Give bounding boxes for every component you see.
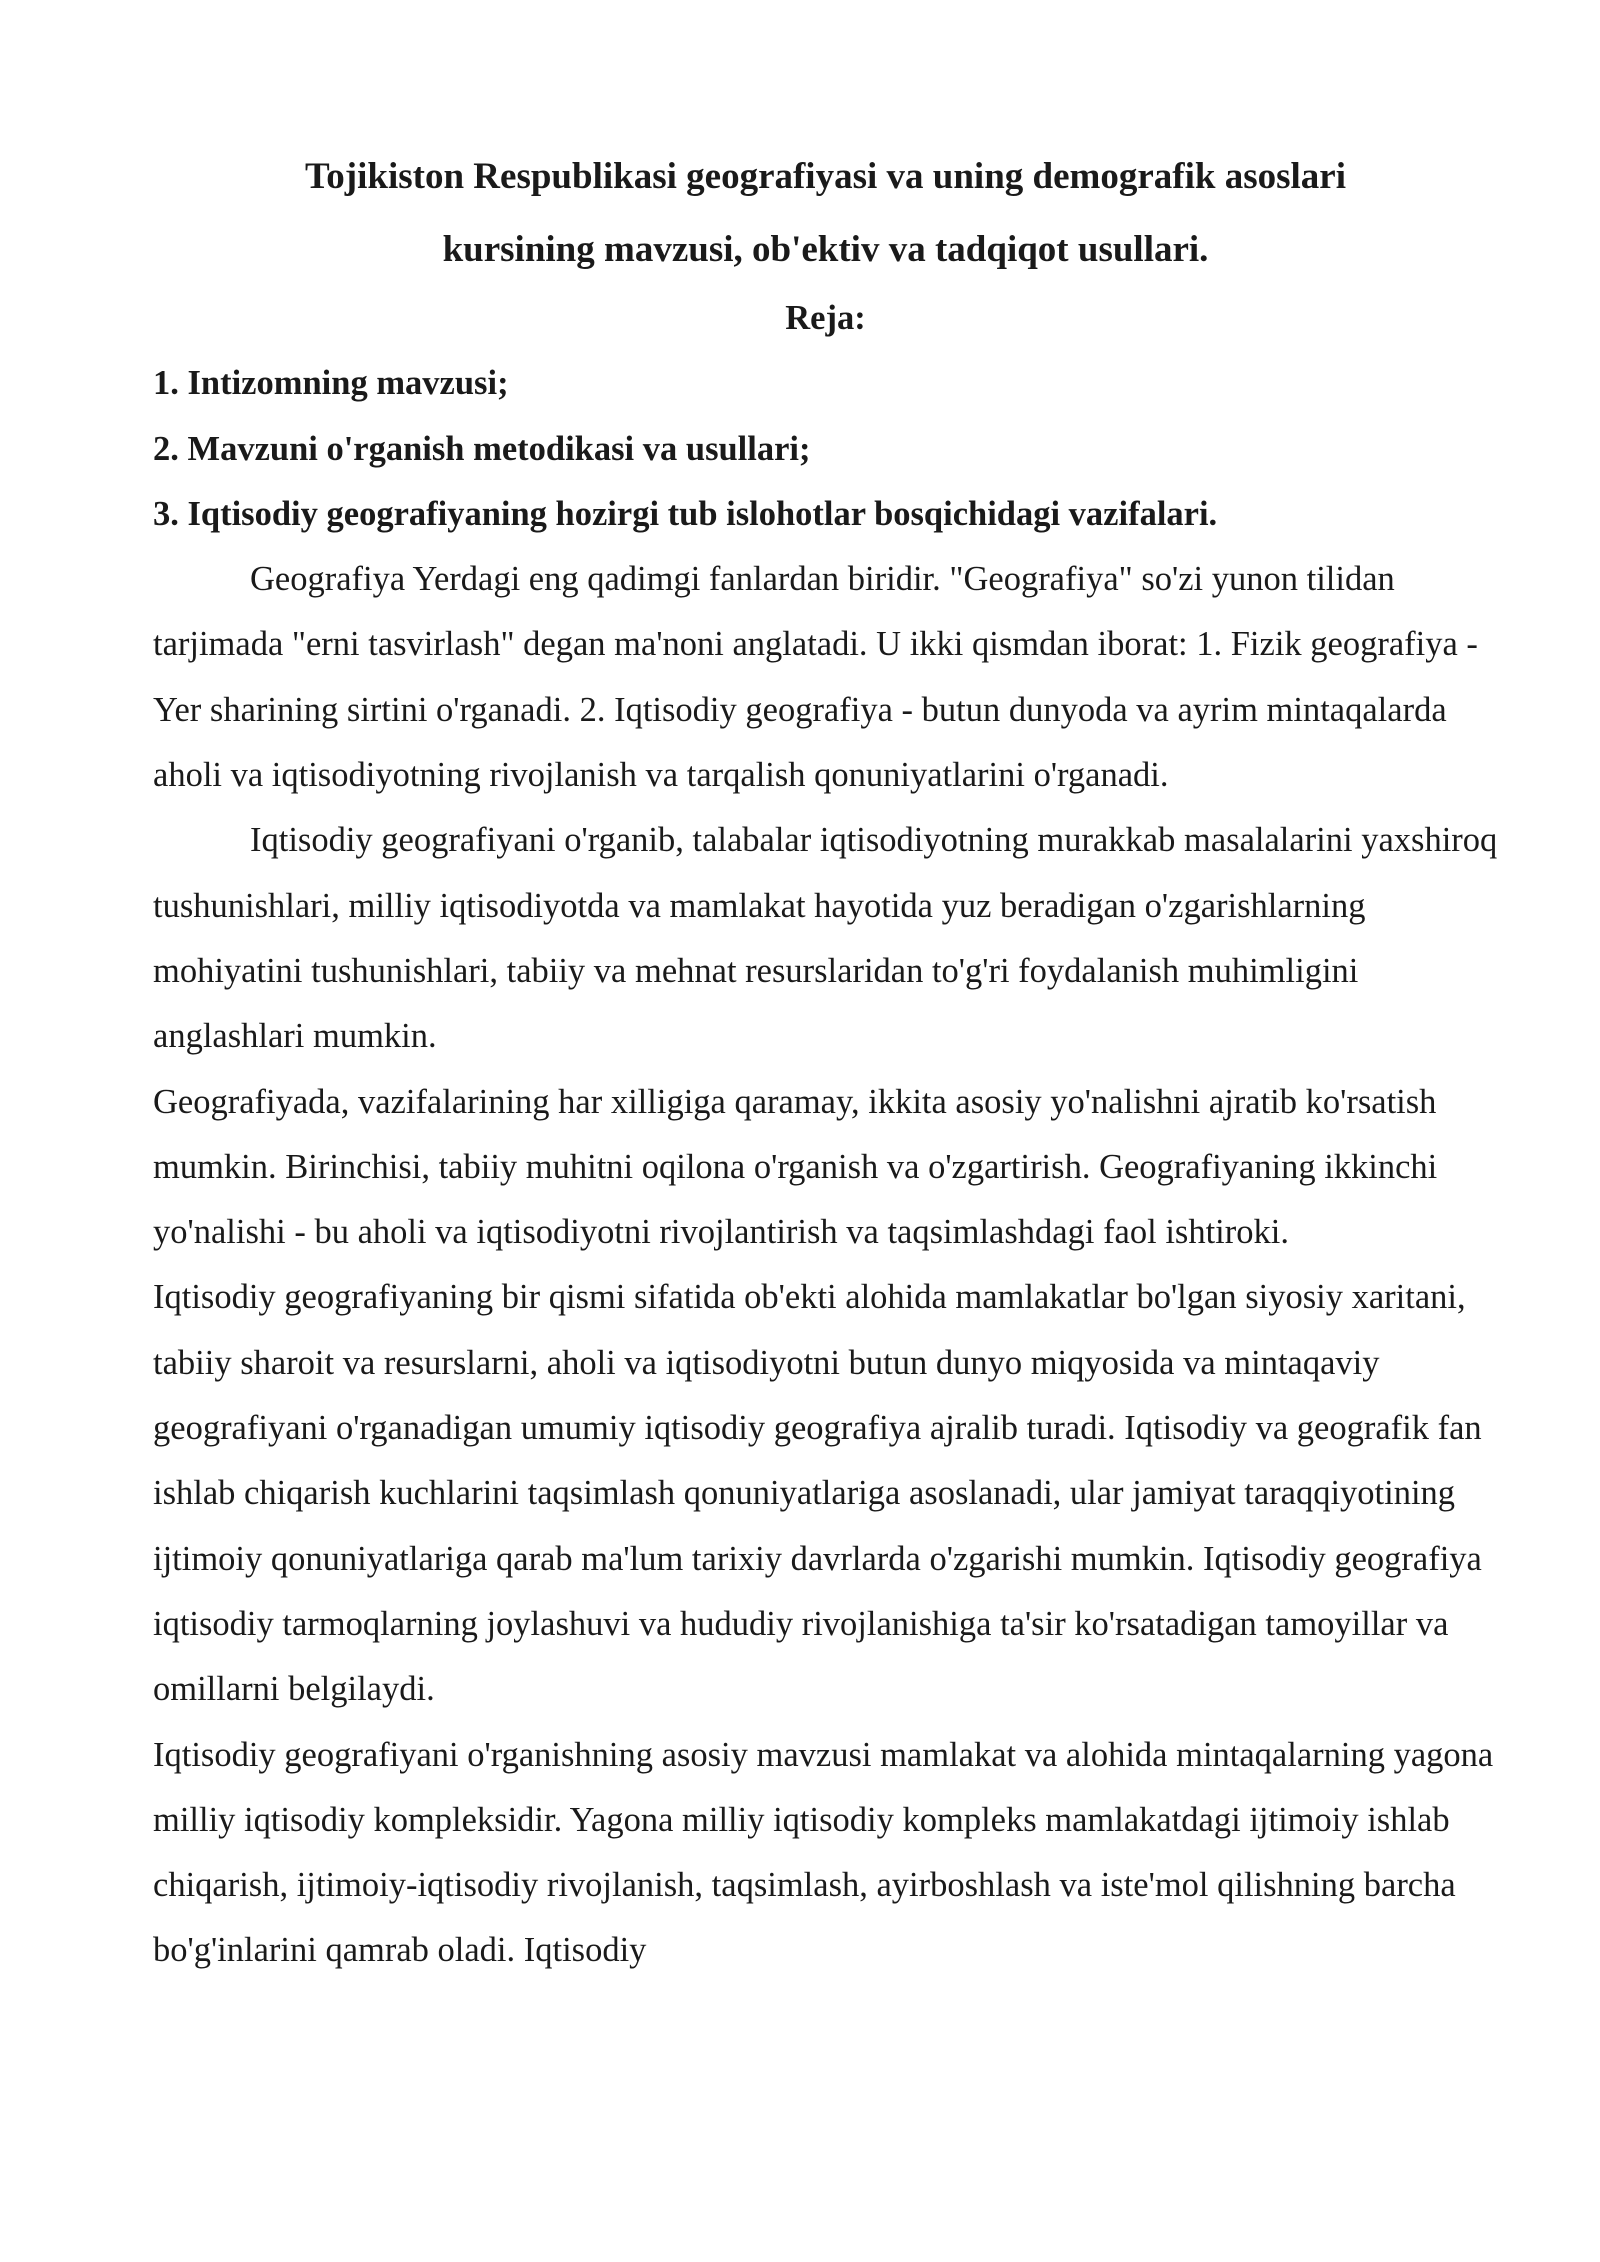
paragraph-3: Geografiyada, vazifalarining har xilligiga qaramay, ikkita asosiy yo'nalishni ajratib ko'rsatish mumkin. Birinchisi, tabiiy muhitni oqilona o'rganish va o'zgartirish. Geografiyaning ikkinchi yo'nalishi - bu aholi va iqtisodiyotni rivojlantirish va taqsimlashdagi faol ishtiroki.: [153, 1082, 1438, 1252]
plan-item-2: 2. Mavzuni o'rganish metodikasi va usullari;: [153, 429, 811, 468]
paragraph-2: Iqtisodiy geografiyani o'rganib, talabalar iqtisodiyotning murakkab masalalarini yaxshiroq tushunishlari, milliy iqtisodiyotda va mamlakat hayotida yuz beradigan o'zgarishlarning mohiyatini tushunishlari, tabiiy va mehnat resurslaridan to'g'ri foydalanish muhimligini anglashlari mumkin.: [153, 821, 1498, 1056]
document-body: [153, 140, 1498, 1984]
document-title: [153, 140, 1498, 286]
plan-item-1: 1. Intizomning mavzusi;: [153, 364, 509, 403]
paragraph-1: Geografiya Yerdagi eng qadimgi fanlardan biridir. "Geografiya" so'zi yunon tilidan tarjimada "erni tasvirlash" degan ma'noni anglatadi. U ikki qismdan iborat: 1. Fizik geografiya - Yer sharining sirtini o'rganadi. 2. Iqtisodiy geografiya - butun dunyoda va ayrim mintaqalarda aholi va iqtisodiyotning rivojlanish va tarqalish qonuniyatlarini o'rganadi.: [153, 560, 1478, 795]
title-line-1: Tojikiston Respublikasi geografiyasi va uning demografik asoslari: [305, 156, 1346, 197]
plan-heading: Reja:: [785, 299, 866, 337]
title-line-2: kursining mavzusi, ob'ektiv va tadqiqot usullari.: [442, 229, 1209, 270]
plan-item-3: 3. Iqtisodiy geografiyaning hozirgi tub islohotlar bosqichidagi vazifalari.: [153, 494, 1218, 533]
paragraph-5: Iqtisodiy geografiyani o'rganishning asosiy mavzusi mamlakat va alohida mintaqalarning yagona milliy iqtisodiy kompleksidir. Yagona milliy iqtisodiy kompleks mamlakatdagi ijtimoiy ishlab chiqarish, ijtimoiy-iqtisodiy rivojlanish, taqsimlash, ayirboshlash va iste'mol qilishning barcha bo'g'inlarini qamrab oladi. Iqtisodiy: [153, 1735, 1494, 1970]
plan-list: [153, 351, 1498, 547]
paragraph-4: Iqtisodiy geografiyaning bir qismi sifatida ob'ekti alohida mamlakatlar bo'lgan siyosiy xaritani, tabiiy sharoit va resurslarni, aholi va iqtisodiyotni butun dunyo miqyosida va mintaqaviy geografiyani o'rganadigan umumiy iqtisodiy geografiya ajralib turadi. Iqtisodiy va geografik fan ishlab chiqarish kuchlarini taqsimlash qonuniyatlariga asoslanadi, ular jamiyat taraqqiyotining ijtimoiy qonuniyatlariga qarab ma'lum tarixiy davrlarda o'zgarishi mumkin. Iqtisodiy geografiya iqtisodiy tarmoqlarning joylashuvi va hududiy rivojlanishiga ta'sir ko'rsatadigan tamoyillar va omillarni belgilaydi.: [153, 1278, 1482, 1709]
